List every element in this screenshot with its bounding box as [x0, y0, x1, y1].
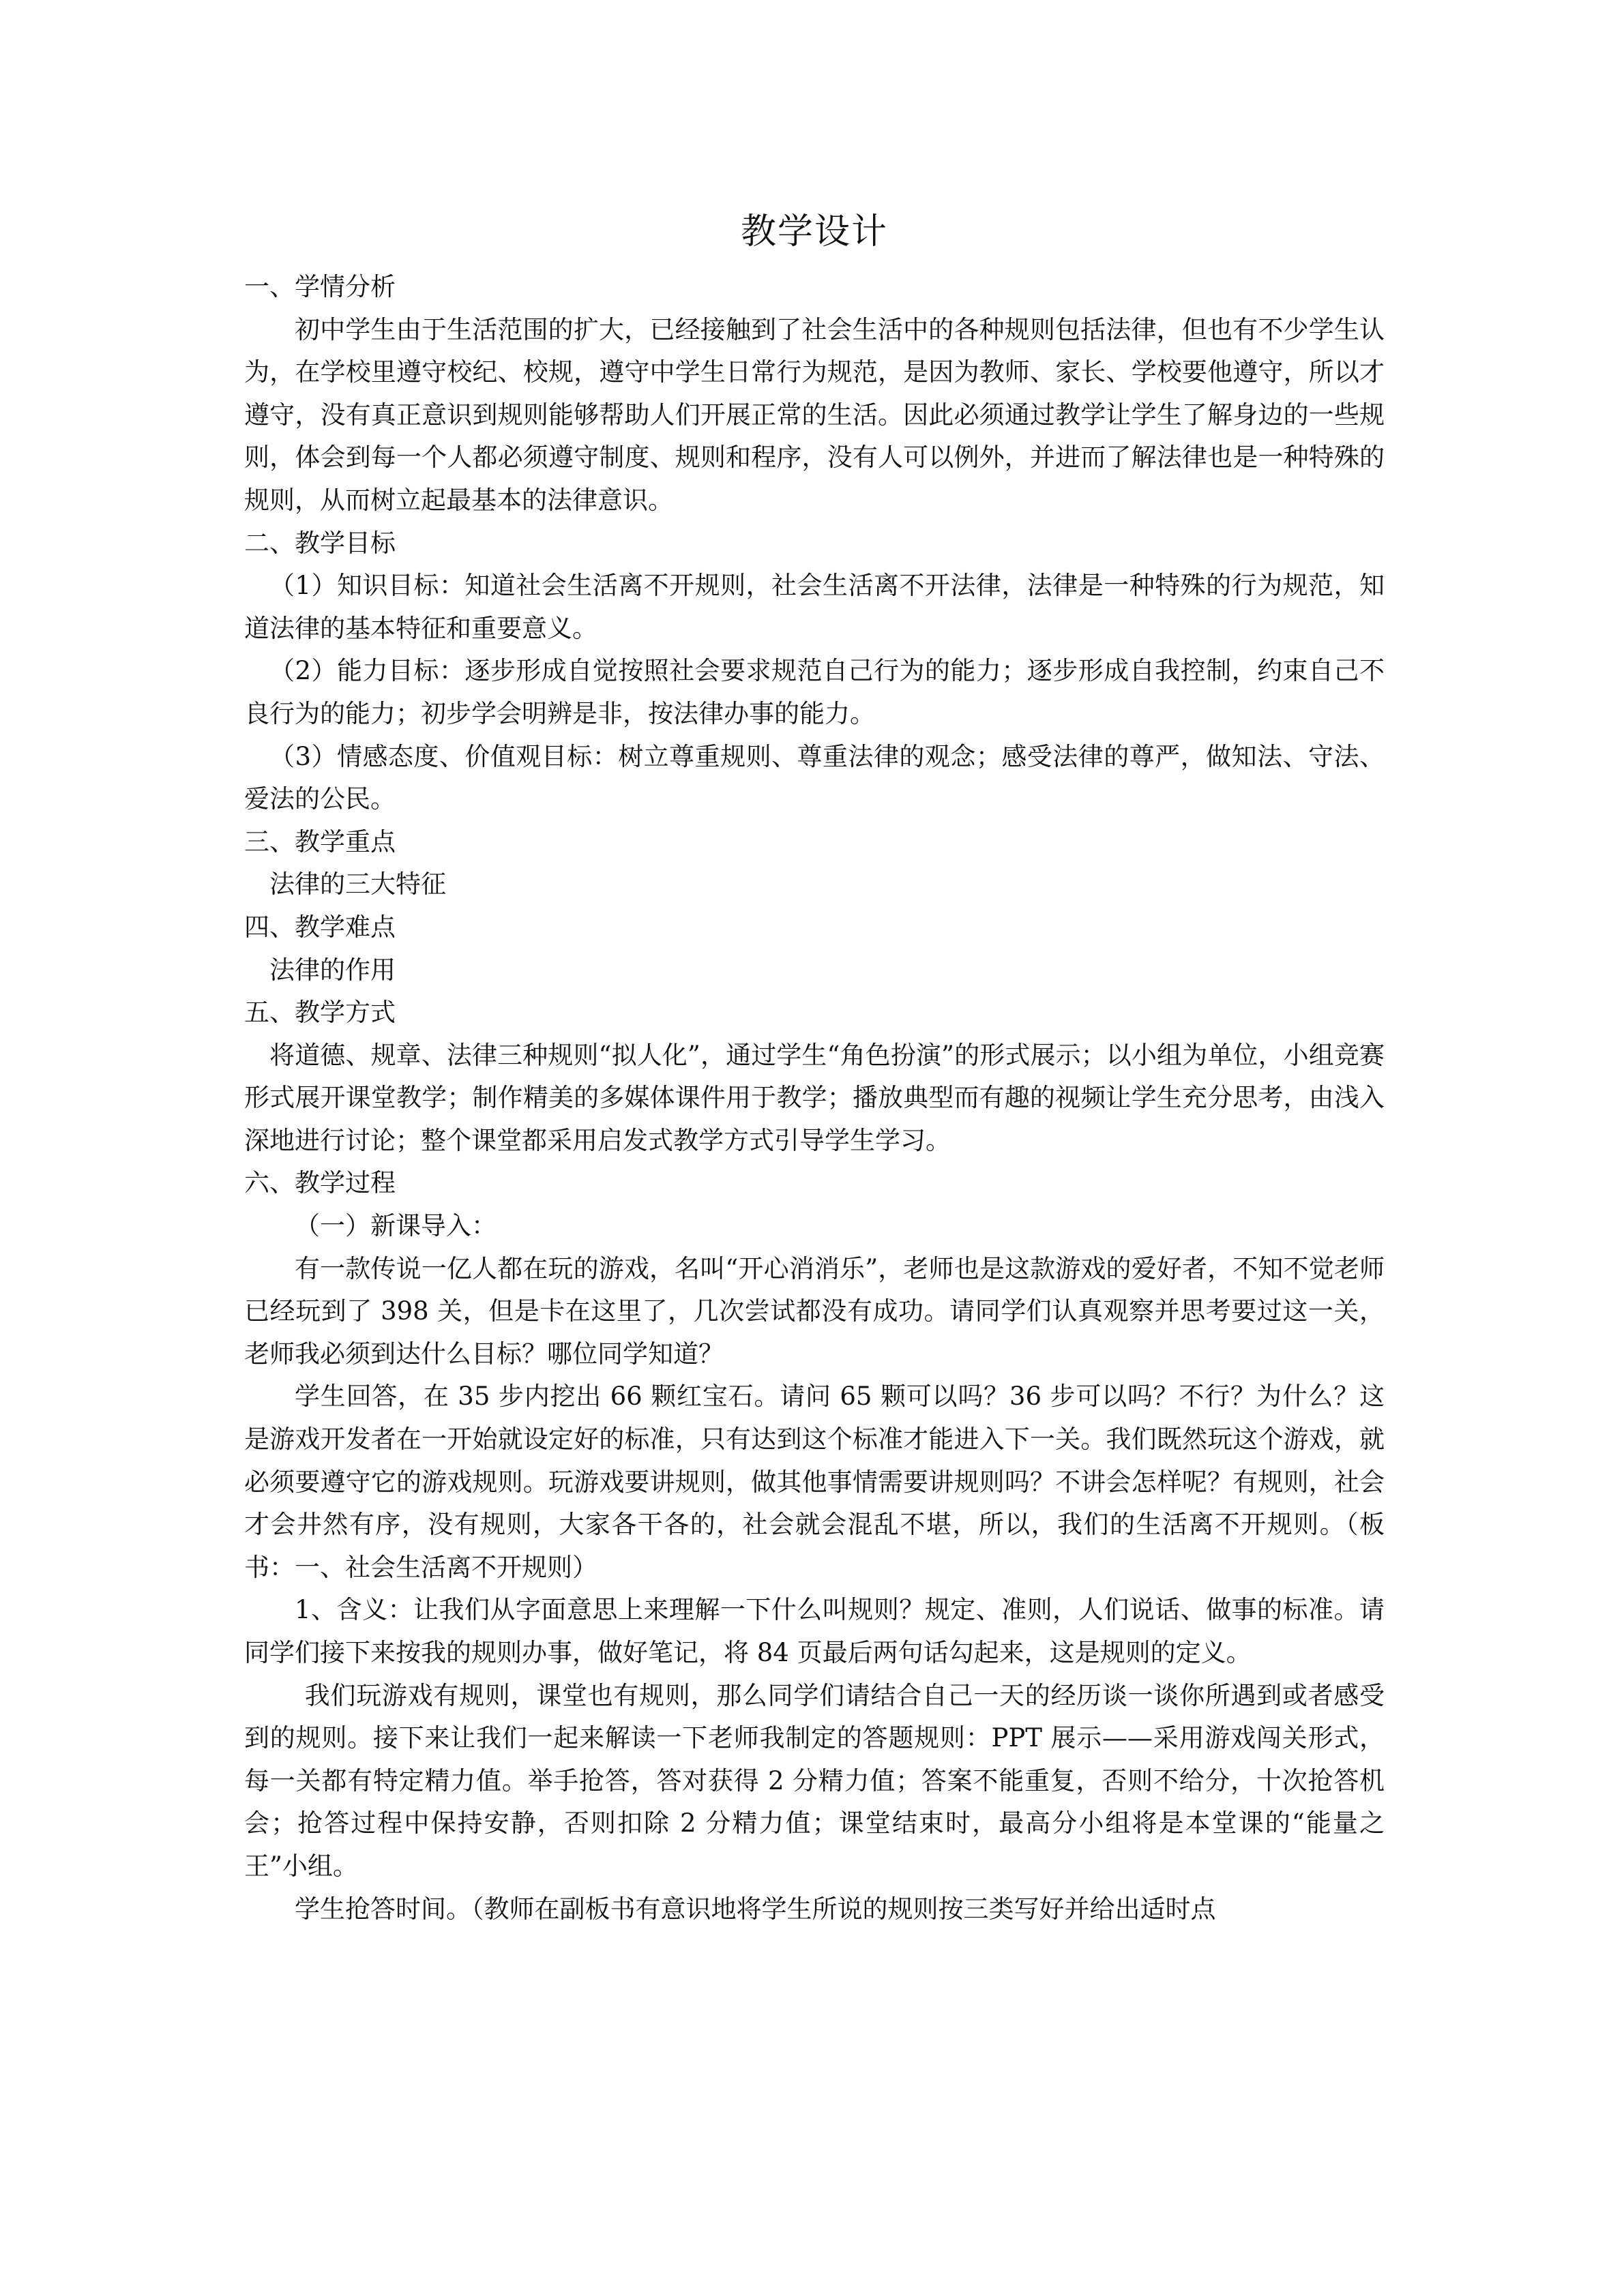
section-heading-teaching-methods: 五、教学方式: [244, 998, 396, 1028]
paragraph-ability-goal: （2）能力目标：逐步形成自觉按照社会要求规范自己行为的能力；逐步形成自我控制，约束自己不良行为的能力；初步学会明辨是非，按法律办事的能力。: [244, 656, 1385, 728]
paragraph-difficulties: 法律的作用: [269, 955, 396, 985]
document-title: 教学设计: [740, 211, 888, 252]
paragraph-game-intro: 有一款传说一亿人都在玩的游戏，名叫“开心消消乐”，老师也是这款游戏的爱好者，不知不觉老师已经玩到了 398 关，但是卡在这里了，几次尝试都没有成功。请同学们认真观察并思考要过这一关，老师我必须到达什么目标？哪位同学知道？: [244, 1253, 1385, 1369]
subheading-new-lesson-intro: （一）新课导入：: [295, 1211, 497, 1241]
paragraph-learning-analysis: 初中学生由于生活范围的扩大，已经接触到了社会生活中的各种规则包括法律，但也有不少学生认为，在学校里遵守校纪、校规，遵守中学生日常行为规范，是因为教师、家长、学校要他遵守，所以才遵守，没有真正意识到规则能够帮助人们开展正常的生活。因此必须通过教学让学生了解身边的一些规则，体会到每一个人都必须遵守制度、规则和程序，没有人可以例外，并进而了解法律也是一种特殊的规则，从而树立起最基本的法律意识。: [244, 314, 1385, 515]
paragraph-emotion-goal: （3）情感态度、价值观目标：树立尊重规则、尊重法律的观念；感受法律的尊严，做知法、守法、爱法的公民。: [244, 741, 1385, 814]
paragraph-teaching-methods: 将道德、规章、法律三种规则“拟人化”，通过学生“角色扮演”的形式展示；以小组为单位，小组竞赛形式展开课堂教学；制作精美的多媒体课件用于教学；播放典型而有趣的视频让学生充分思考，由浅入深地进行讨论；整个课堂都采用启发式教学方式引导学生学习。: [244, 1040, 1385, 1155]
section-heading-difficulties: 四、教学难点: [244, 912, 396, 942]
section-heading-teaching-process: 六、教学过程: [244, 1168, 396, 1198]
paragraph-classroom-rules: 我们玩游戏有规则，课堂也有规则，那么同学们请结合自己一天的经历谈一谈你所遇到或者感受到的规则。接下来让我们一起来解读一下老师我制定的答题规则：PPT 展示——采用游戏闯关形式，每一关都有特定精力值。举手抢答，答对获得 2 分精力值；答案不能重复，否则不给分，十次抢答机会；抢答过程中保持安静，否则扣除 2 分精力值；课堂结束时，最高分小组将是本堂课的“能量之王”小组。: [244, 1680, 1385, 1881]
paragraph-student-answer: 学生回答，在 35 步内挖出 66 颗红宝石。请问 65 颗可以吗？36 步可以吗？不行？为什么？这是游戏开发者在一开始就设定好的标准，只有达到这个标准才能进入下一关。我们既然玩这个游戏，就必须要遵守它的游戏规则。玩游戏要讲规则，做其他事情需要讲规则吗？不讲会怎样呢？有规则，社会才会井然有序，没有规则，大家各干各的，社会就会混乱不堪，所以，我们的生活离不开规则。（板书：一、社会生活离不开规则）: [244, 1382, 1385, 1582]
section-heading-teaching-goals: 二、教学目标: [244, 528, 396, 558]
paragraph-student-rush-answer: 学生抢答时间。（教师在副板书有意识地将学生所说的规则按三类写好并给出适时点: [295, 1894, 1216, 1924]
paragraph-knowledge-goal: （1）知识目标：知道社会生活离不开规则，社会生活离不开法律，法律是一种特殊的行为规范，知道法律的基本特征和重要意义。: [244, 571, 1385, 643]
section-heading-learning-analysis: 一、学情分析: [244, 272, 396, 301]
section-heading-key-points: 三、教学重点: [244, 826, 396, 856]
paragraph-key-points: 法律的三大特征: [269, 869, 446, 899]
paragraph-rule-definition: 1、含义：让我们从字面意思上来理解一下什么叫规则？规定、准则，人们说话、做事的标准。请同学们接下来按我的规则办事，做好笔记，将 84 页最后两句话勾起来，这是规则的定义。: [244, 1595, 1385, 1667]
document-page: [244, 205, 1385, 1930]
